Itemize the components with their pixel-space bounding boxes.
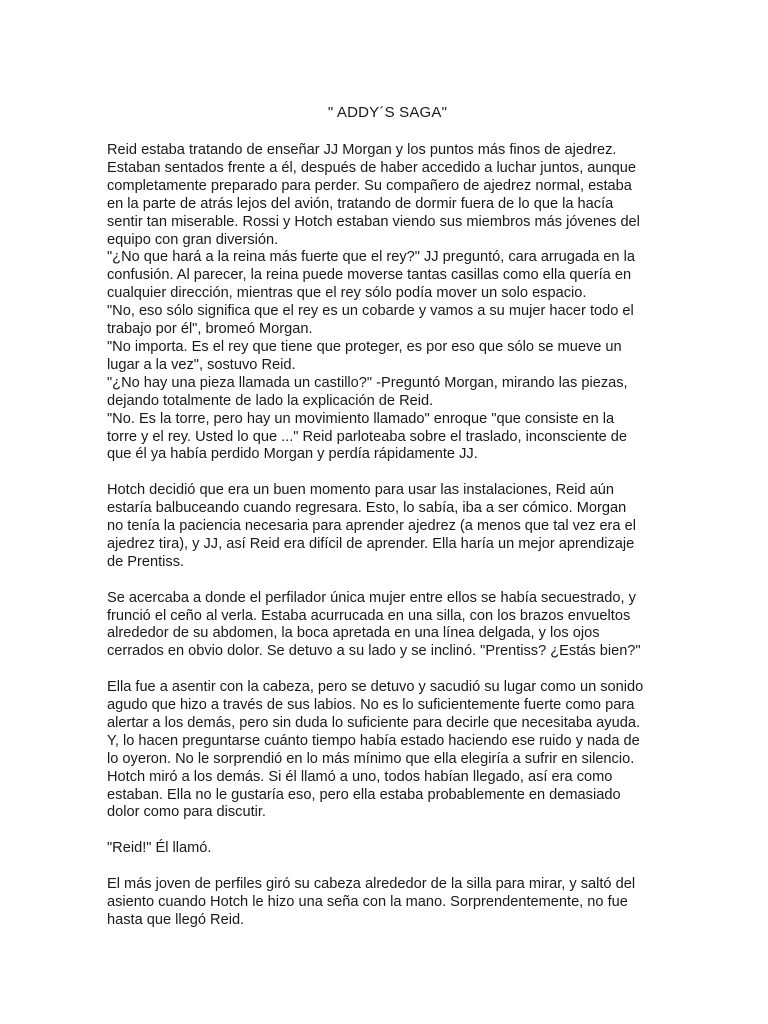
text-line: en la parte de atrás lejos del avión, tratando de dormir fuera de lo que la hacía xyxy=(107,195,614,212)
text-line: cerrados en obvio dolor. Se detuvo a su lado y se inclinó. "Prentiss? ¿Estás bien?" xyxy=(107,643,641,660)
paragraph xyxy=(107,142,668,464)
paragraph xyxy=(107,590,668,662)
text-line: de Prentiss. xyxy=(107,553,185,570)
text-line: Ella fue a asentir con la cabeza, pero se detuvo y sacudió su lugar como un sonido xyxy=(107,679,644,696)
text-line: que él ya había perdido Morgan y perdía rápidamente JJ. xyxy=(107,446,478,463)
text-line: torre y el rey. Usted lo que ..." Reid parloteaba sobre el traslado, inconsciente de xyxy=(107,428,628,445)
text-line: Y, lo hacen preguntarse cuánto tiempo había estado haciendo ese ruido y nada de xyxy=(107,732,640,749)
text-line: dolor como para discutir. xyxy=(107,804,266,821)
text-line: completamente preparado para perder. Su compañero de ajedrez normal, estaba xyxy=(107,177,632,194)
document-body xyxy=(107,142,668,930)
text-line: lugar a la vez", sostuvo Reid. xyxy=(107,356,296,373)
text-line: dejando totalmente de lado la explicación de Reid. xyxy=(107,392,434,409)
text-line: hasta que llegó Reid. xyxy=(107,911,245,928)
text-line: Hotch miró a los demás. Si él llamó a uno, todos habían llegado, así era como xyxy=(107,768,613,785)
paragraph xyxy=(107,876,668,930)
text-line: alrededor de su abdomen, la boca apretada en una línea delgada, y los ojos xyxy=(107,625,600,642)
text-line: Estaban sentados frente a él, después de haber accedido a luchar juntos, aunque xyxy=(107,159,636,176)
text-line: sentir tan miserable. Rossi y Hotch estaban viendo sus miembros más jóvenes del xyxy=(107,213,640,230)
text-line: frunció el ceño al verla. Estaba acurrucada en una silla, con los brazos envueltos xyxy=(107,607,631,624)
text-line: "¿No hay una pieza llamada un castillo?" -Preguntó Morgan, mirando las piezas, xyxy=(107,374,628,391)
paragraph xyxy=(107,840,668,858)
text-line: alertar a los demás, pero sin duda lo suficiente para decirle que necesitaba ayuda. xyxy=(107,714,640,731)
text-line: confusión. Al parecer, la reina puede moverse tantas casillas como ella quería en xyxy=(107,267,632,284)
text-line: equipo con gran diversión. xyxy=(107,231,279,248)
text-line: Hotch decidió que era un buen momento para usar las instalaciones, Reid aún xyxy=(107,482,615,499)
text-line: cualquier dirección, mientras que el rey sólo podía mover un solo espacio. xyxy=(107,285,587,302)
text-line: agudo que hizo a través de sus labios. No es lo suficientemente fuerte como para xyxy=(107,697,635,714)
text-line: estaría balbuceando cuando regresara. Esto, lo sabía, iba a ser cómico. Morgan xyxy=(107,500,627,517)
paragraph xyxy=(107,679,668,822)
text-line: lo oyeron. No le sorprendió en lo más mínimo que ella elegiría a sufrir en silencio. xyxy=(107,750,635,767)
text-line: "¿No que hará a la reina más fuerte que el rey?" JJ preguntó, cara arrugada en la xyxy=(107,249,635,266)
text-line: Se acercaba a donde el perfilador única mujer entre ellos se había secuestrado, y xyxy=(107,589,636,606)
text-line: estaban. Ella no le gustaría eso, pero ella estaba probablemente en demasiado xyxy=(107,786,621,803)
text-line: "Reid!" Él llamó. xyxy=(107,840,212,857)
document-title: " ADDY´S SAGA" xyxy=(327,104,448,121)
text-line: ajedrez tira), y JJ, así Reid era difícil de aprender. Ella haría un mejor aprendizaje xyxy=(107,535,635,552)
text-line: asiento cuando Hotch le hizo una seña con la mano. Sorprendentemente, no fue xyxy=(107,893,628,910)
text-line: no tenía la paciencia necesaria para aprender ajedrez (a menos que tal vez era el xyxy=(107,518,636,535)
text-line: "No. Es la torre, pero hay un movimiento llamado" enroque "que consiste en la xyxy=(107,410,615,427)
text-line: "No importa. Es el rey que tiene que proteger, es por eso que sólo se mueve un xyxy=(107,338,622,355)
text-line: El más joven de perfiles giró su cabeza alrededor de la silla para mirar, y saltó del xyxy=(107,876,636,893)
text-line: "No, eso sólo significa que el rey es un cobarde y vamos a su mujer hacer todo el xyxy=(107,303,634,320)
text-line: Reid estaba tratando de enseñar JJ Morgan y los puntos más finos de ajedrez. xyxy=(107,142,617,158)
text-line: trabajo por él", bromeó Morgan. xyxy=(107,321,313,338)
paragraph xyxy=(107,482,668,572)
